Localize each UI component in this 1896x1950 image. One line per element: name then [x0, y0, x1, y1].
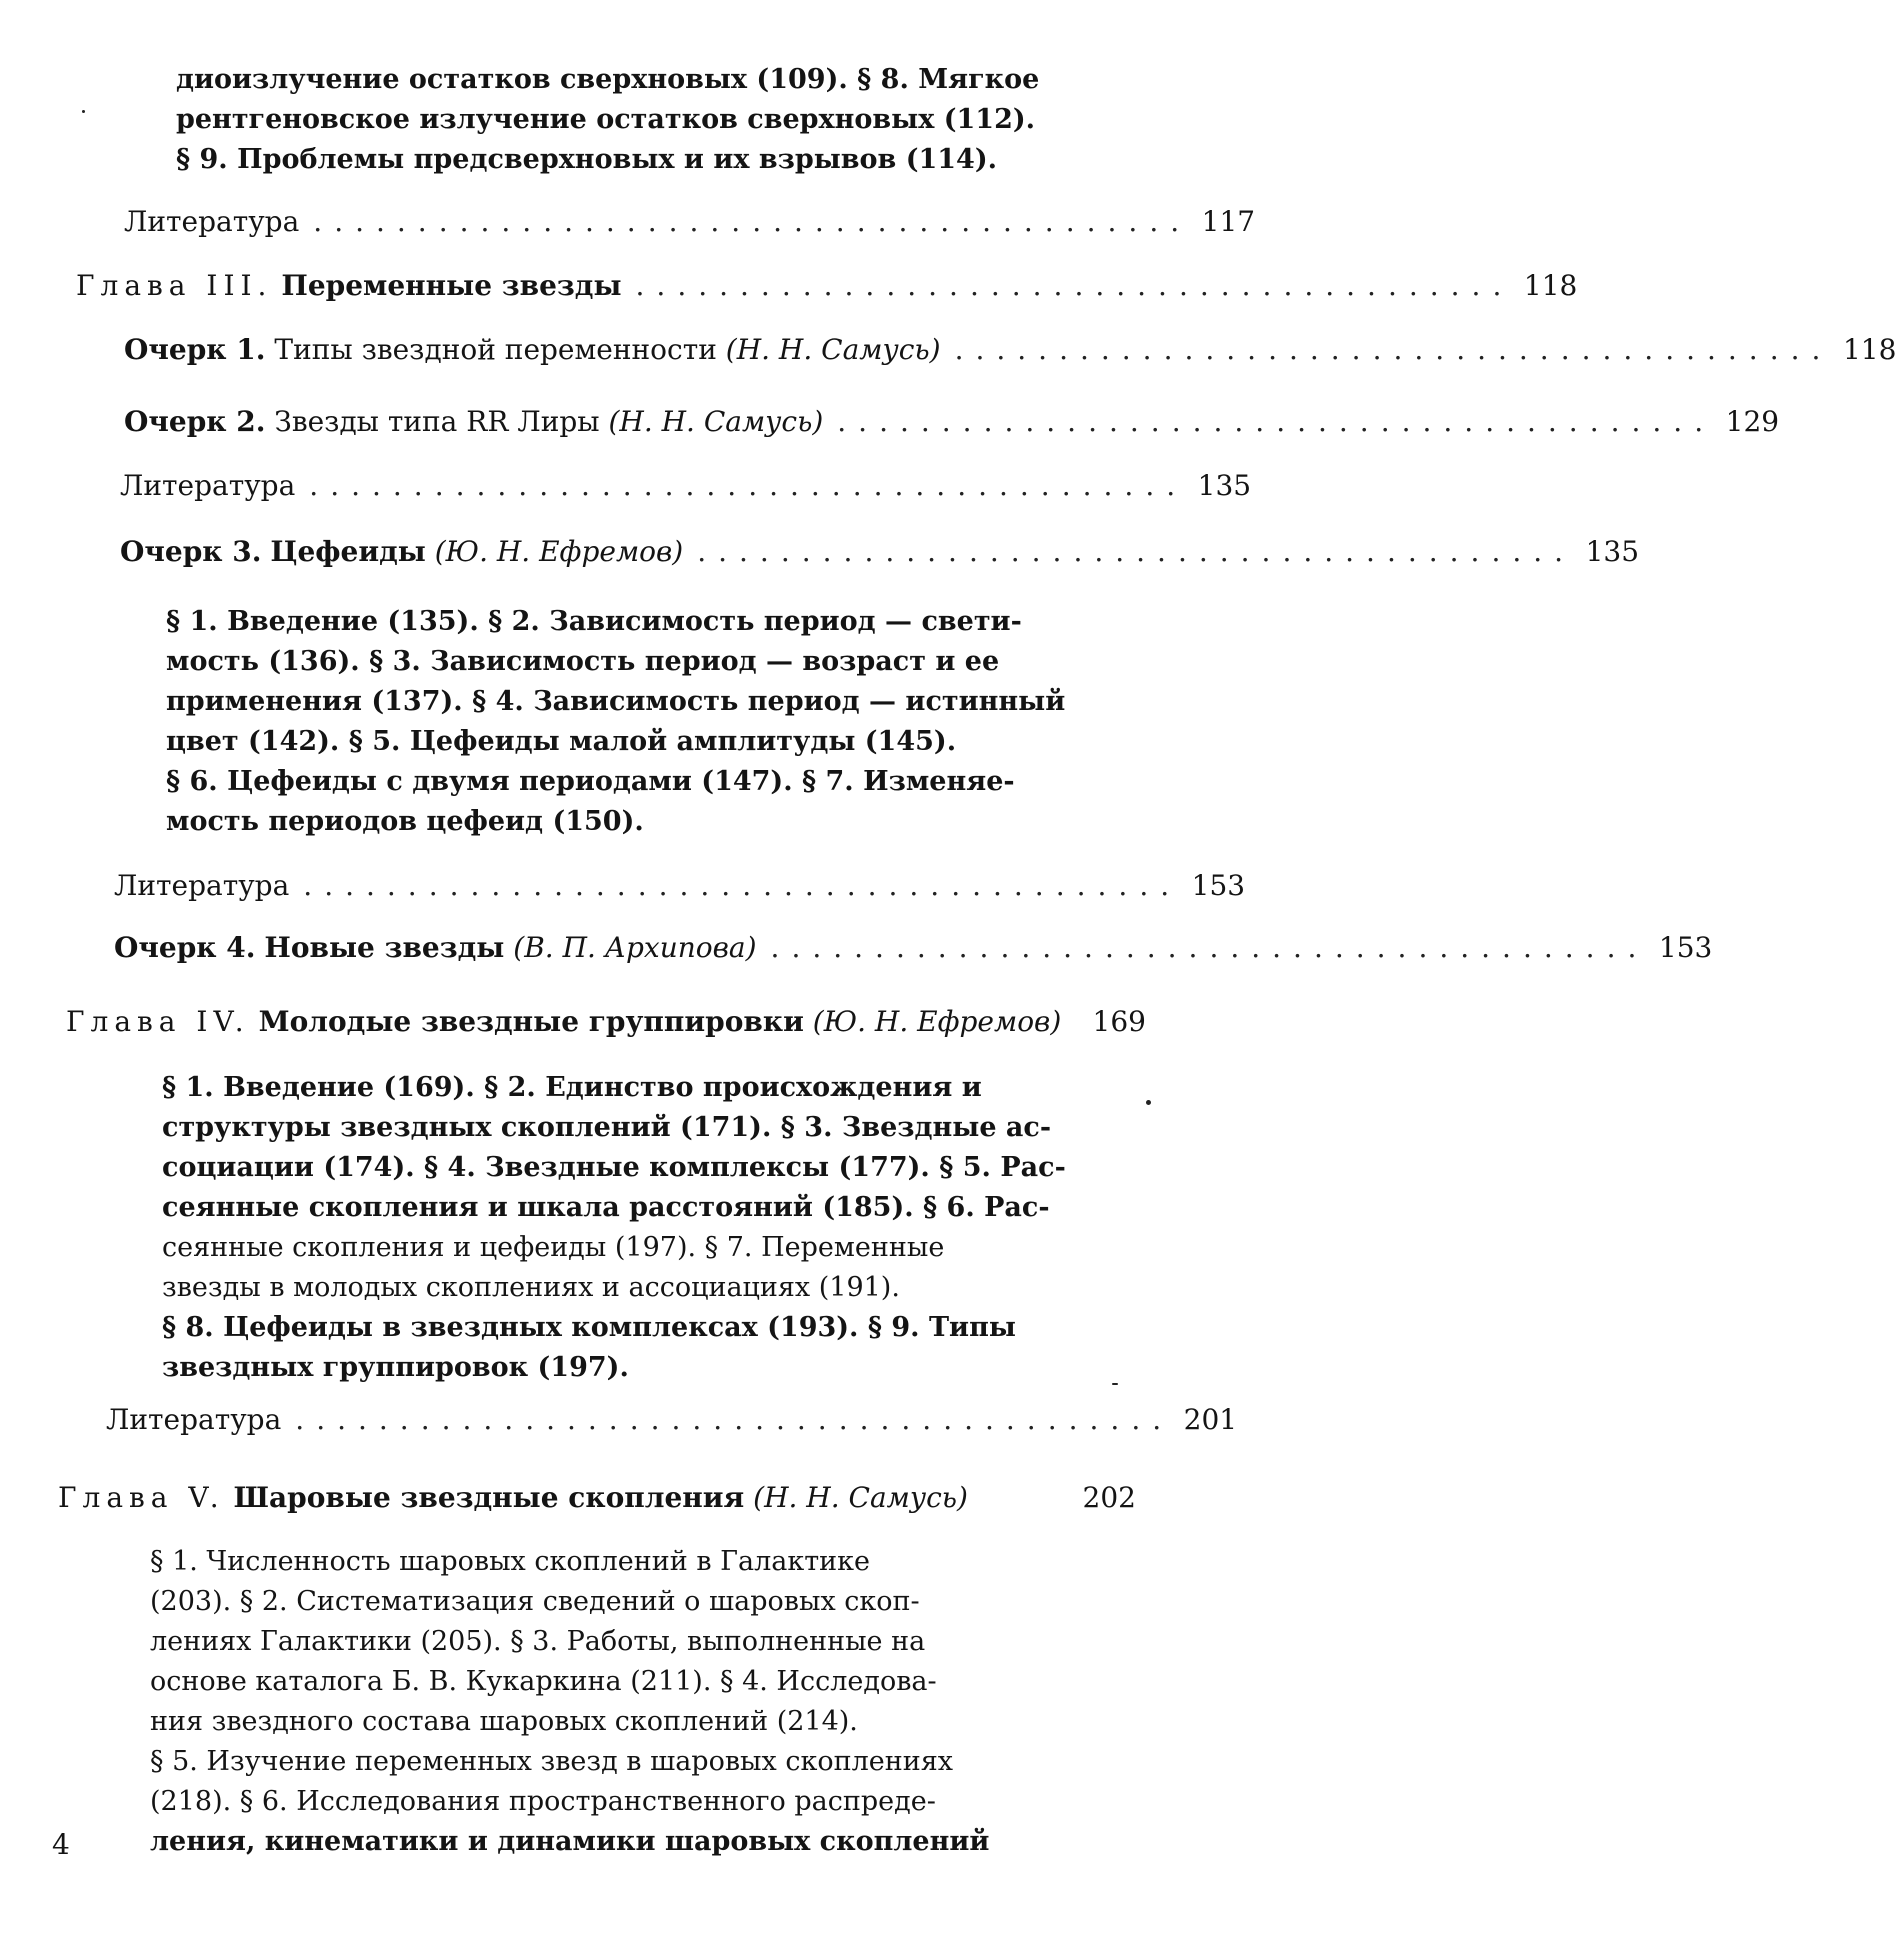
toc-entry-literature-117[interactable] — [124, 202, 1256, 242]
paragraph-line: ния звездного состава шаровых скоплений (214). — [150, 1706, 858, 1737]
toc-entry-literature-135[interactable] — [120, 466, 1252, 506]
paragraph-line: § 6. Цефеиды с двумя периодами (147). § 7. Изменяе- — [166, 766, 1015, 797]
scan-speck — [1112, 1383, 1118, 1385]
page-number: 118 — [1523, 269, 1578, 302]
paragraph-line: диоизлучение остатков сверхновых (109). § 8. Мягкое — [176, 64, 1040, 95]
essay-author: (Ю. Н. Ефремов) — [434, 535, 684, 568]
toc-paragraph-ch4 — [162, 1068, 1066, 1388]
paragraph-line: применения (137). § 4. Зависимость период — истинный — [166, 686, 1066, 717]
paragraph-line: структуры звездных скоплений (171). § 3. Звездные ас- — [162, 1112, 1052, 1143]
paragraph-line: § 5. Изучение переменных звезд в шаровых скоплениях — [150, 1746, 953, 1777]
paragraph-line: § 9. Проблемы предсверхновых и их взрывов (114). — [176, 144, 998, 175]
scan-speck — [82, 110, 85, 113]
toc-entry-literature-153[interactable] — [114, 866, 1246, 906]
essay-label: Очерк 4. — [114, 931, 256, 964]
chapter-title: Переменные звезды — [281, 269, 622, 302]
entry-title: Литература — [106, 1403, 282, 1436]
entry-title — [58, 1478, 968, 1518]
page-number: 129 — [1725, 405, 1780, 438]
chapter-author: (Ю. Н. Ефремов) — [812, 1005, 1062, 1038]
page-number: 135 — [1585, 535, 1640, 568]
paragraph-line: звезды в молодых скоплениях и ассоциациях (191). — [162, 1272, 900, 1303]
paragraph-line: основе каталога Б. В. Кукаркина (211). § 4. Исследова- — [150, 1666, 937, 1697]
leader-dots: .......................................... — [635, 269, 1514, 302]
chapter-label: Глава V. — [58, 1481, 225, 1514]
essay-label: Очерк 2. — [124, 405, 266, 438]
toc-paragraph-essay-3 — [166, 602, 1066, 842]
leader-dots: .......................................... — [309, 469, 1188, 502]
toc-essay-1[interactable] — [124, 330, 1896, 370]
entry-title — [66, 1002, 1061, 1042]
paragraph-line: лениях Галактики (205). § 3. Работы, выполненные на — [150, 1626, 926, 1657]
toc-paragraph-ch2-tail — [176, 60, 1056, 180]
paragraph-line: § 1. Введение (135). § 2. Зависимость период — свети- — [166, 606, 1022, 637]
entry-title — [76, 266, 622, 306]
page-number: 201 — [1183, 1403, 1238, 1436]
leader-dots: .......................................... — [837, 405, 1716, 438]
paragraph-line: (218). § 6. Исследования пространственного распреде- — [150, 1786, 936, 1817]
toc-paragraph-ch5 — [150, 1542, 1030, 1862]
essay-label: Очерк 3. — [120, 535, 262, 568]
entry-title: Литература — [124, 205, 300, 238]
paragraph-line: ления, кинематики и динамики шаровых скоплений — [150, 1826, 990, 1857]
toc-chapter-4[interactable] — [66, 1002, 1146, 1042]
essay-title: Звезды типа RR Лиры — [274, 405, 600, 438]
toc-essay-2[interactable] — [124, 402, 1780, 442]
entry-title: Литература — [120, 469, 296, 502]
entry-title: Литература — [114, 869, 290, 902]
entry-title — [120, 532, 683, 572]
paragraph-line: рентгеновское излучение остатков сверхновых (112). — [176, 104, 1036, 135]
essay-title: Типы звездной переменности — [274, 333, 717, 366]
essay-title: Новые звезды — [264, 931, 505, 964]
paragraph-line: цвет (142). § 5. Цефеиды малой амплитуды (145). — [166, 726, 957, 757]
paragraph-line: мость периодов цефеид (150). — [166, 806, 644, 837]
leader-dots: .......................................... — [313, 205, 1192, 238]
page-number: 117 — [1201, 205, 1256, 238]
essay-title: Цефеиды — [270, 535, 426, 568]
leader-dots: .......................................... — [303, 869, 1182, 902]
essay-author: (В. П. Архипова) — [513, 931, 757, 964]
entry-title — [114, 928, 757, 968]
chapter-label: Глава IV. — [66, 1005, 250, 1038]
toc-chapter-3[interactable] — [76, 266, 1578, 306]
scan-speck — [1146, 1100, 1151, 1105]
page-number: 202 — [1082, 1481, 1136, 1514]
paragraph-line: сеянные скопления и шкала расстояний (185). § 6. Рас- — [162, 1192, 1050, 1223]
page-number: 135 — [1197, 469, 1252, 502]
page-number: 169 — [1092, 1005, 1146, 1038]
chapter-author: (Н. Н. Самусь) — [753, 1481, 968, 1514]
entry-title — [124, 402, 823, 442]
page-number: 153 — [1658, 931, 1713, 964]
toc-chapter-5[interactable] — [58, 1478, 1136, 1518]
paragraph-line: § 8. Цефеиды в звездных комплексах (193). § 9. Типы — [162, 1312, 1016, 1343]
paragraph-line: мость (136). § 3. Зависимость период — возраст и ее — [166, 646, 1000, 677]
essay-label: Очерк 1. — [124, 333, 266, 366]
toc-essay-3[interactable] — [120, 532, 1640, 572]
paragraph-line: (203). § 2. Систематизация сведений о шаровых скоп- — [150, 1586, 920, 1617]
paragraph-line: § 1. Введение (169). § 2. Единство происхождения и — [162, 1072, 982, 1103]
leader-dots: .......................................... — [295, 1403, 1174, 1436]
page-number: 118 — [1842, 333, 1896, 366]
chapter-title: Шаровые звездные скопления — [233, 1481, 745, 1514]
folio-page-number: 4 — [52, 1828, 70, 1861]
essay-author: (Н. Н. Самусь) — [725, 333, 941, 366]
leader-dots: .......................................... — [697, 535, 1576, 568]
paragraph-line: сеянные скопления и цефеиды (197). § 7. Переменные — [162, 1232, 945, 1263]
essay-author: (Н. Н. Самусь) — [608, 405, 824, 438]
paragraph-line: § 1. Численность шаровых скоплений в Галактике — [150, 1546, 870, 1577]
chapter-title: Молодые звездные группировки — [258, 1005, 804, 1038]
toc-entry-literature-201[interactable] — [106, 1400, 1238, 1440]
leader-dots: .......................................... — [770, 931, 1649, 964]
leader-dots: .......................................... — [954, 333, 1833, 366]
chapter-label: Глава III. — [76, 269, 273, 302]
toc-essay-4[interactable] — [114, 928, 1713, 968]
paragraph-line: социации (174). § 4. Звездные комплексы (177). § 5. Рас- — [162, 1152, 1066, 1183]
entry-title — [124, 330, 941, 370]
page-number: 153 — [1191, 869, 1246, 902]
paragraph-line: звездных группировок (197). — [162, 1352, 629, 1383]
